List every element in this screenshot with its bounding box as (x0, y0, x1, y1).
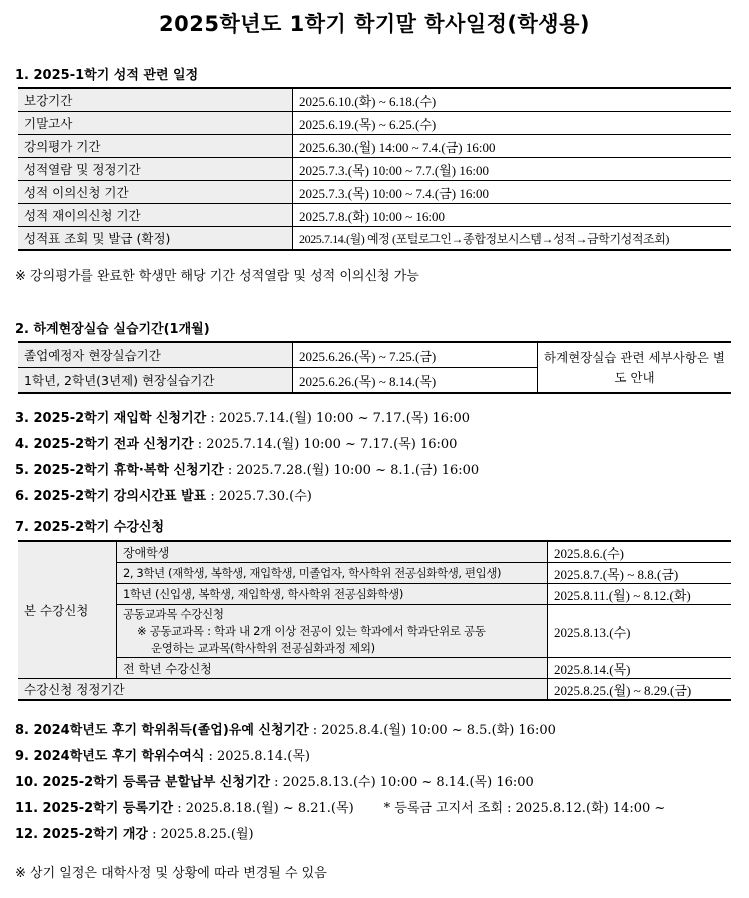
row-label: 성적 이의신청 기간 (18, 181, 293, 204)
grade-schedule-table (18, 87, 731, 251)
row-value: 2025.6.26.(목) ~ 8.14.(목) (293, 368, 538, 394)
list-item (15, 407, 470, 426)
list-item (15, 433, 457, 452)
item-value: : 2025.8.18.(월) ~ 8.21.(목) (173, 801, 354, 816)
joint-course-note-cont: 운영하는 교과목(학사학위 전공심화과정 제외) (151, 640, 375, 655)
correction-value: 2025.8.25.(월) ~ 8.29.(금) (548, 679, 732, 701)
list-item (15, 771, 534, 790)
main-registration-label: 본 수강신청 (18, 541, 117, 679)
joint-course-note: ※ 공동교과목 : 학과 내 2개 이상 전공이 있는 학과에서 학과단위로 공동 (137, 623, 486, 638)
section2-heading: 2. 하계현장실습 실습기간(1개월) (15, 322, 210, 337)
row-label: 1학년, 2학년(3년제) 현장실습기간 (18, 368, 293, 394)
table-row (18, 563, 731, 584)
table-row (18, 541, 731, 563)
row-value: 2025.6.26.(목) ~ 7.25.(금) (293, 342, 538, 368)
item-value: : 2025.8.13.(수) 10:00 ~ 8.14.(목) 16:00 (270, 775, 534, 790)
row-value: 2025.8.14.(목) (548, 658, 732, 679)
row-label: 성적 재이의신청 기간 (18, 204, 293, 227)
row-label: 장애학생 (117, 541, 548, 563)
section1-note: ※ 강의평가를 완료한 학생만 해당 기간 성적열람 및 성적 이의신청 가능 (15, 269, 419, 284)
item-value: : 2025.8.14.(목) (204, 749, 310, 764)
row-value: 2025.8.6.(수) (548, 541, 732, 563)
item-value: : 2025.7.14.(월) 10:00 ~ 7.17.(목) 16:00 (193, 437, 458, 452)
row-label: 졸업예정자 현장실습기간 (18, 342, 293, 368)
table-row (18, 158, 731, 181)
row-label: 1학년 (신입생, 복학생, 재입학생, 학사학위 전공심화학생) (117, 584, 548, 605)
table-row (18, 227, 731, 251)
table-row (18, 204, 731, 227)
row-value: 2025.7.8.(화) 10:00 ~ 16:00 (293, 204, 732, 227)
list-item (15, 797, 665, 816)
section7-heading: 7. 2025-2학기 수강신청 (15, 520, 165, 535)
tuition-notice-extra: * 등록금 고지서 조회 : 2025.8.12.(화) 14:00 ~ (383, 801, 666, 816)
list-item (15, 459, 479, 478)
row-value: 2025.7.3.(목) 10:00 ~ 7.4.(금) 16:00 (293, 181, 732, 204)
item-label: 10. 2025-2학기 등록금 분할납부 신청기간 (15, 775, 271, 790)
item-label: 6. 2025-2학기 강의시간표 발표 (15, 489, 207, 504)
list-item (15, 745, 310, 764)
row-value: 2025.8.11.(월) ~ 8.12.(화) (548, 584, 732, 605)
joint-course-label: 공동교과목 수강신청 (123, 606, 224, 621)
item-label: 4. 2025-2학기 전과 신청기간 (15, 437, 194, 452)
item-value: : 2025.7.14.(월) 10:00 ~ 7.17.(목) 16:00 (206, 411, 470, 426)
item-value: : 2025.7.28.(월) 10:00 ~ 8.1.(금) 16:00 (223, 463, 480, 478)
correction-label: 수강신청 정정기간 (18, 679, 548, 701)
section1-heading: 1. 2025-1학기 성적 관련 일정 (15, 68, 199, 83)
table-row (18, 584, 731, 605)
row-value: 2025.8.7.(목) ~ 8.8.(금) (548, 563, 732, 584)
list-item (15, 719, 556, 738)
internship-table (18, 341, 731, 394)
row-label: 전 학년 수강신청 (117, 658, 548, 679)
list-item (15, 485, 312, 504)
footer-note: ※ 상기 일정은 대학사정 및 상황에 따라 변경될 수 있음 (15, 866, 327, 881)
row-label: 성적열람 및 정정기간 (18, 158, 293, 181)
table-row (18, 658, 731, 679)
row-value: 2025.6.30.(월) 14:00 ~ 7.4.(금) 16:00 (293, 135, 732, 158)
item-value: : 2025.8.25.(월) (147, 827, 254, 842)
item-label: 9. 2024학년도 후기 학위수여식 (15, 749, 205, 764)
table-row (18, 605, 731, 658)
row-value: 2025.8.13.(수) (548, 605, 732, 658)
table-row (18, 135, 731, 158)
row-label (117, 605, 548, 658)
item-label: 11. 2025-2학기 등록기간 (15, 801, 174, 816)
table-row (18, 342, 731, 368)
internship-side-note: 하계현장실습 관련 세부사항은 별도 안내 (538, 342, 732, 393)
item-value: : 2025.8.4.(월) 10:00 ~ 8.5.(화) 16:00 (308, 723, 556, 738)
table-row (18, 181, 731, 204)
row-value: 2025.6.10.(화) ~ 6.18.(수) (293, 88, 732, 112)
row-value: 2025.7.3.(목) 10:00 ~ 7.7.(월) 16:00 (293, 158, 732, 181)
table-row (18, 679, 731, 701)
row-label: 성적표 조회 및 발급 (확정) (18, 227, 293, 251)
row-label: 강의평가 기간 (18, 135, 293, 158)
item-label: 5. 2025-2학기 휴학·복학 신청기간 (15, 463, 224, 478)
page-title: 2025학년도 1학기 학기말 학사일정(학생용) (159, 12, 590, 36)
list-item (15, 823, 254, 842)
table-row (18, 88, 731, 112)
row-label: 2, 3학년 (재학생, 복학생, 재입학생, 미졸업자, 학사학위 전공심화학생, 편입생) (117, 563, 548, 584)
row-label: 기말고사 (18, 112, 293, 135)
row-value: 2025.6.19.(목) ~ 6.25.(수) (293, 112, 732, 135)
item-label: 3. 2025-2학기 재입학 신청기간 (15, 411, 207, 426)
item-value: : 2025.7.30.(수) (206, 489, 312, 504)
row-label: 보강기간 (18, 88, 293, 112)
item-label: 8. 2024학년도 후기 학위취득(졸업)유예 신청기간 (15, 723, 309, 738)
row-value: 2025.7.14.(월) 예정 (포털로그인→종합정보시스템→성적→금학기성적조회) (293, 227, 732, 251)
item-label: 12. 2025-2학기 개강 (15, 827, 148, 842)
table-row (18, 112, 731, 135)
registration-table (18, 540, 731, 701)
